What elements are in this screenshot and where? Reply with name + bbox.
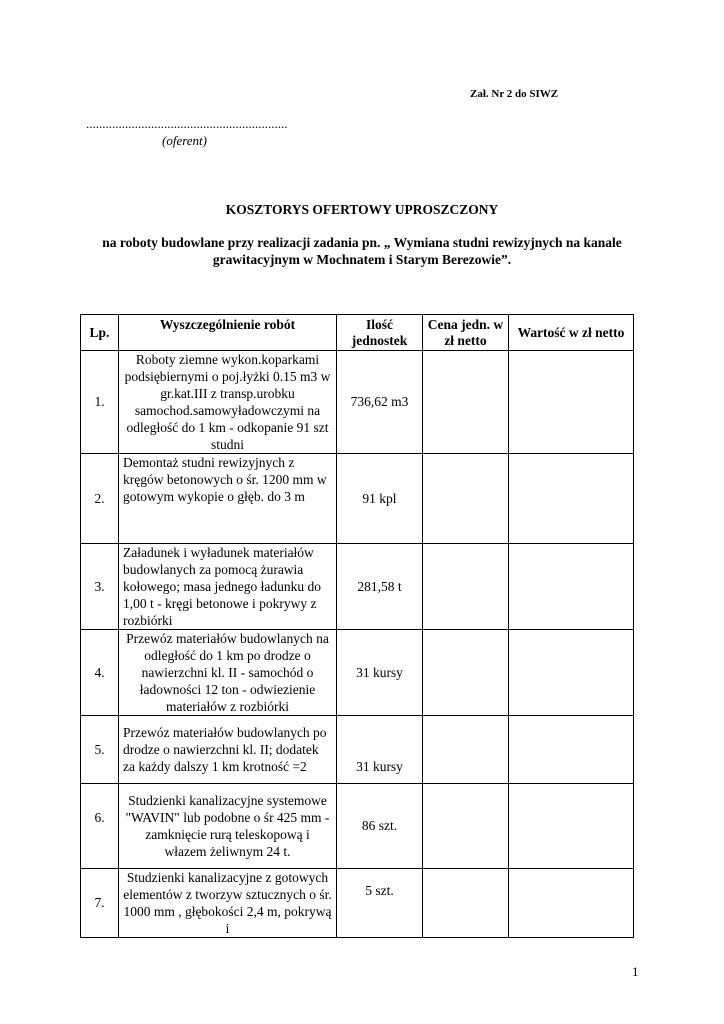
row-unit-price[interactable] [423,630,509,716]
row-lp: 6. [81,784,119,869]
document-title: KOSZTORYS OFERTOWY UPROSZCZONY [225,202,499,217]
table-row [81,630,634,716]
row-value[interactable] [509,869,634,938]
row-description [119,716,337,784]
row-lp: 2. [81,454,119,544]
row-quantity: 91 kpl [337,454,423,544]
cost-estimate-table [80,314,634,938]
row-description [119,869,337,938]
row-value[interactable] [509,716,634,784]
row-description-text: Studzienki kanalizacyjne z gotowych elementów z tworzyw sztucznych o śr. 1000 mm , głębokości 2,4 m, pokrywą i [123,870,332,936]
row-lp: 1. [81,351,119,454]
row-lp: 7. [81,869,119,938]
row-value[interactable] [509,454,634,544]
row-unit-price[interactable] [423,351,509,454]
row-quantity: 736,62 m3 [337,351,423,454]
row-description [119,784,337,869]
row-description-text: Przewóz materiałów budowlanych po drodze o nawierzchni kl. II; dodatek za każdy dalszy 1 km krotność =2 [123,725,327,774]
header-description: Wyszczególnienie robót [119,315,337,351]
row-value[interactable] [509,784,634,869]
row-unit-price[interactable] [423,869,509,938]
row-description-text: Przewóz materiałów budowlanych na odległość do 1 km po drodze o nawierzchni kl. II - samochód o ładowności 12 ton - odwiezienie materiałów z rozbiórki [126,631,329,714]
header-quantity: Ilość jednostek [337,315,423,351]
attachment-label: Zał. Nr 2 do SIWZ [470,88,559,100]
row-unit-price[interactable] [423,544,509,630]
row-quantity: 281,58 t [337,544,423,630]
row-description [119,544,337,630]
table-row [81,454,634,544]
bidder-label: (oferent) [162,133,207,148]
table-row [81,869,634,938]
row-lp: 4. [81,630,119,716]
header-lp: Lp. [81,315,119,351]
table-row [81,544,634,630]
header-value: Wartość w zł netto [509,315,634,351]
row-value[interactable] [509,351,634,454]
row-unit-price[interactable] [423,454,509,544]
header-unit-price: Cena jedn. w zł netto [423,315,509,351]
row-lp: 5. [81,716,119,784]
page-number: 1 [632,964,639,979]
row-quantity: 31 kursy [337,630,423,716]
row-quantity: 31 kursy [337,716,423,784]
table-row [81,351,634,454]
row-description-text: Załadunek i wyładunek materiałów budowlanych za pomocą żurawia kołowego; masa jednego ładunku do 1,00 t - kręgi betonowe i pokrywy z rozbiórki [123,545,321,628]
row-description [119,454,337,544]
row-unit-price[interactable] [423,716,509,784]
row-description-text: Roboty ziemne wykon.koparkami podsiębiernymi o poj.łyżki 0.15 m3 w gr.kat.III z transp.urobku samochod.samowyładowczymi na odległość do 1 km - odkopanie 91 szt studni [124,352,331,452]
row-description-text: Demontaż studni rewizyjnych z kręgów betonowych o śr. 1200 mm w gotowym wykopie o głęb. do 3 m [123,455,327,504]
row-unit-price[interactable] [423,784,509,869]
table-row [81,784,634,869]
row-description [119,630,337,716]
row-quantity: 86 szt. [337,784,423,869]
table-row [81,716,634,784]
row-lp: 3. [81,544,119,630]
row-quantity: 5 szt. [337,869,423,938]
document-subtitle: na roboty budowlane przy realizacji zadania pn. „ Wymiana studni rewizyjnych na kanale grawitacyjnym w Mochnatem i Starym Berezowie”. [102,235,622,267]
row-value[interactable] [509,630,634,716]
row-description-text: Studzienki kanalizacyjne systemowe "WAVIN" lub podobne o śr 425 mm - zamknięcie rurą teleskopową i włazem żeliwnym 24 t. [125,793,330,859]
bidder-dotted-line: .............................................................. [86,116,288,131]
row-description [119,351,337,454]
row-value[interactable] [509,544,634,630]
